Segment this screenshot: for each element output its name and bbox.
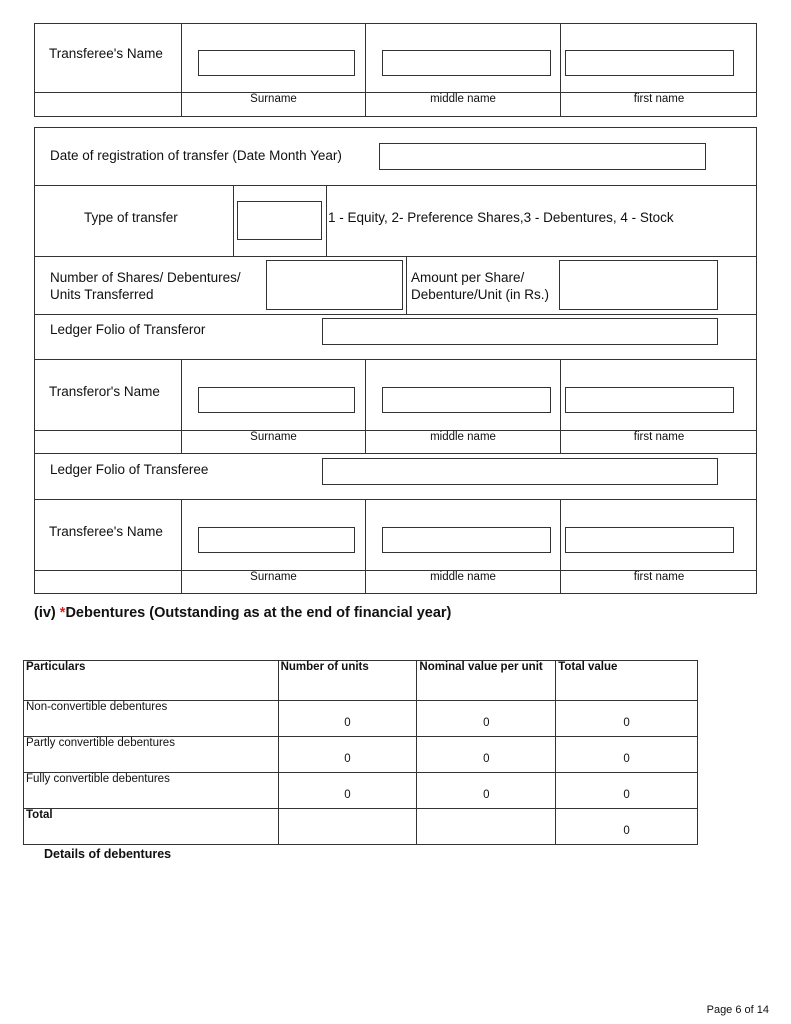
divider (34, 499, 757, 500)
transferee-first-name-input[interactable] (565, 50, 734, 76)
divider (34, 256, 757, 257)
ledger-folio-transferee-input[interactable] (322, 458, 718, 485)
column-header: Number of units (278, 661, 417, 701)
ledger-folio-transferor-label: Ledger Folio of Transferor (50, 322, 206, 337)
units-cell[interactable]: 0 (278, 773, 417, 809)
divider (406, 256, 407, 314)
surname-caption: Surname (250, 431, 297, 443)
nominal-value-cell[interactable]: 0 (417, 737, 556, 773)
transferor-middle-name-input[interactable] (382, 387, 551, 413)
registration-date-label: Date of registration of transfer (Date Month Year) (50, 148, 342, 163)
table-row-total (24, 809, 698, 845)
required-asterisk: * (59, 605, 66, 621)
table-row (24, 773, 698, 809)
column-header: Particulars (24, 661, 279, 701)
nominal-value-cell[interactable]: 0 (417, 773, 556, 809)
total-value-cell: 0 (556, 809, 698, 845)
divider (34, 453, 757, 454)
debentures-section-heading (34, 605, 451, 621)
table-caption: Details of debentures (44, 847, 172, 861)
registration-date-input[interactable] (379, 143, 706, 170)
units-cell (278, 809, 417, 845)
units-cell[interactable]: 0 (278, 701, 417, 737)
total-value-cell: 0 (556, 737, 698, 773)
total-value-cell: 0 (556, 701, 698, 737)
amount-per-share-label-line1: Amount per Share/ (411, 270, 525, 285)
particular-cell: Fully convertible debentures (24, 773, 279, 809)
type-of-transfer-options: 1 - Equity, 2- Preference Shares,3 - Debentures, 4 - Stock (328, 210, 674, 225)
first-name-caption: first name (633, 571, 685, 583)
divider (326, 185, 327, 256)
transferor-surname-input[interactable] (198, 387, 355, 413)
nominal-value-cell[interactable]: 0 (417, 701, 556, 737)
transferee-name-label: Transferee's Name (49, 524, 163, 539)
particular-cell: Total (24, 809, 279, 845)
table-header-row (24, 661, 698, 701)
ledger-folio-transferor-input[interactable] (322, 318, 718, 345)
middle-name-caption: middle name (430, 93, 496, 105)
table-row (24, 737, 698, 773)
column-header: Nominal value per unit (417, 661, 556, 701)
transferee-surname-input[interactable] (198, 527, 355, 553)
transferor-first-name-input[interactable] (565, 387, 734, 413)
units-cell[interactable]: 0 (278, 737, 417, 773)
first-name-caption: first name (633, 431, 685, 443)
section-number: (iv) (34, 605, 60, 621)
page-number: Page 6 of 14 (706, 1004, 769, 1016)
transferee-name-label: Transferee's Name (49, 46, 163, 61)
section-title: Debentures (Outstanding as at the end of financial year) (65, 605, 452, 621)
divider (34, 359, 757, 360)
transferee-first-name-input[interactable] (565, 527, 734, 553)
transferee-middle-name-input[interactable] (382, 527, 551, 553)
amount-per-share-label-line2: Debenture/Unit (in Rs.) (411, 287, 550, 302)
first-name-caption: first name (633, 93, 685, 105)
divider (34, 314, 757, 315)
surname-caption: Surname (250, 93, 297, 105)
particular-cell: Partly convertible debentures (24, 737, 279, 773)
number-of-shares-input[interactable] (266, 260, 403, 310)
amount-per-share-input[interactable] (559, 260, 718, 310)
debentures-table (23, 660, 698, 845)
ledger-folio-transferee-label: Ledger Folio of Transferee (50, 462, 209, 477)
total-value-cell: 0 (556, 773, 698, 809)
number-of-shares-label-line1: Number of Shares/ Debentures/ (50, 270, 241, 285)
table-row (24, 701, 698, 737)
transferee-middle-name-input[interactable] (382, 50, 551, 76)
type-of-transfer-input[interactable] (237, 201, 322, 240)
particular-cell: Non-convertible debentures (24, 701, 279, 737)
nominal-value-cell (417, 809, 556, 845)
middle-name-caption: middle name (430, 431, 496, 443)
surname-caption: Surname (250, 571, 297, 583)
number-of-shares-label-line2: Units Transferred (50, 287, 154, 302)
divider (34, 185, 757, 186)
type-of-transfer-label: Type of transfer (84, 210, 178, 225)
middle-name-caption: middle name (430, 571, 496, 583)
column-header: Total value (556, 661, 698, 701)
transferee-surname-input[interactable] (198, 50, 355, 76)
divider (233, 185, 234, 256)
transferor-name-label: Transferor's Name (49, 384, 160, 399)
